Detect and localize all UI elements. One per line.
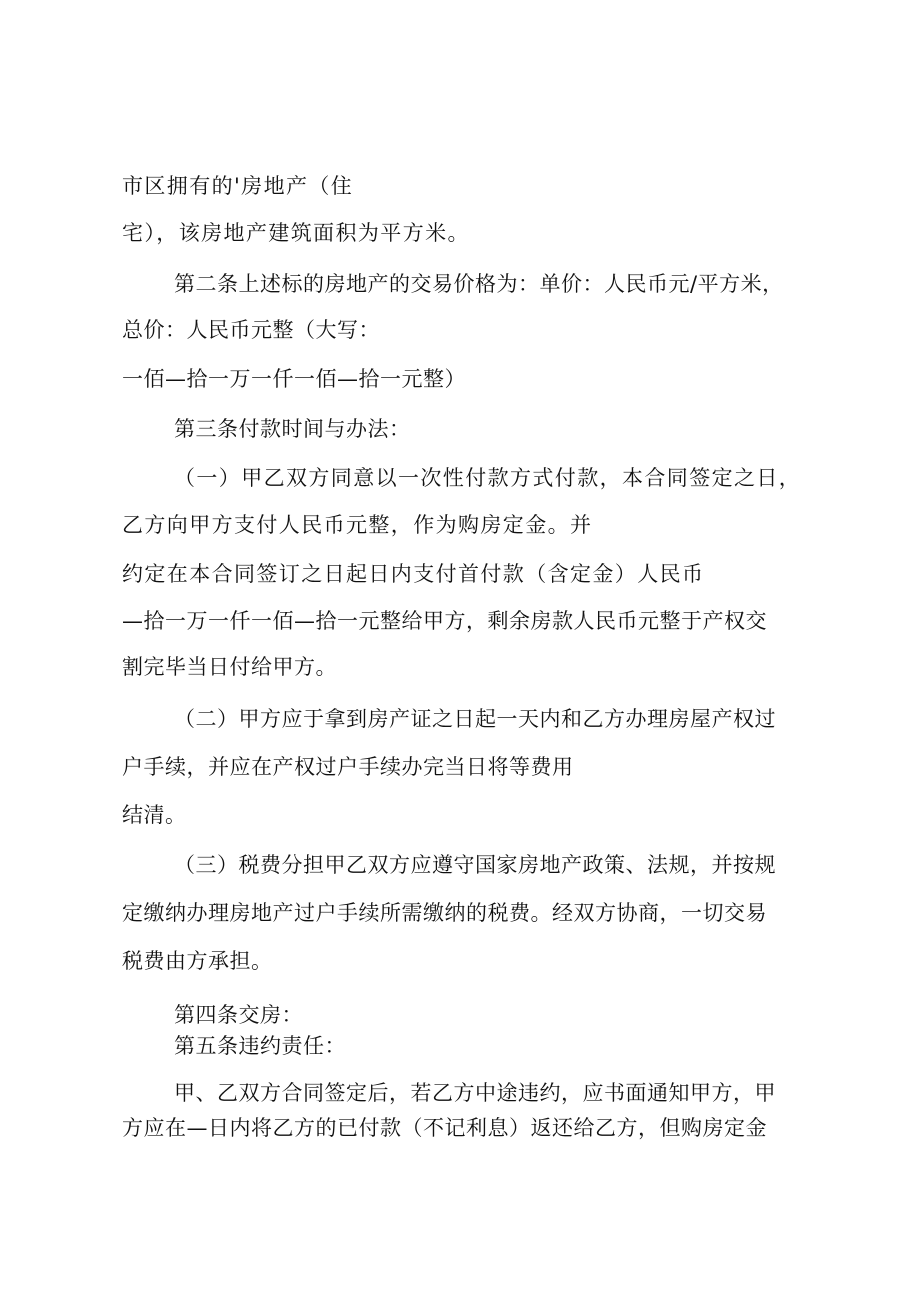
text-line: 税费由方承担。: [122, 949, 273, 973]
text-line: （二）甲方应于拿到房产证之日起一天内和乙方办理房屋产权过: [174, 707, 776, 731]
text-line: 第三条付款时间与办法：: [174, 417, 411, 441]
text-line: 结清。: [122, 803, 187, 827]
text-line: 市区拥有的'房地产（住: [122, 174, 354, 198]
text-line: 甲、乙双方合同签定后，若乙方中途违约，应书面通知甲方，甲: [174, 1081, 776, 1105]
text-line: 第二条上述标的房地产的交易价格为：单价：人民币元/平方米，: [174, 272, 784, 296]
text-line: 乙方向甲方支付人民币元整，作为购房定金。并: [122, 513, 593, 537]
text-line: 割完毕当日付给甲方。: [122, 655, 337, 679]
text-line: 约定在本合同签订之日起日内支付首付款（含定金）人民币: [122, 562, 705, 586]
text-line: 第五条违约责任：: [174, 1034, 346, 1058]
text-line: （三）税费分担甲乙双方应遵守国家房地产政策、法规，并按规: [174, 853, 776, 877]
text-line: 定缴纳办理房地产过户手续所需缴纳的税费。经双方协商，一切交易: [122, 901, 767, 925]
text-line: 总价：人民币元整（大写：: [122, 318, 380, 342]
text-line: 户手续，并应在产权过户手续办完当日将等费用: [122, 755, 574, 779]
text-line: （一）甲乙双方同意以一次性付款方式付款，本合同签定之日，: [174, 466, 802, 490]
text-line: 一佰—拾一万一仟一佰—拾一元整）: [122, 367, 466, 391]
text-line: —拾一万一仟一佰—拾一元整给甲方，剩余房款人民币元整于产权交: [122, 609, 767, 633]
text-line: 第四条交房：: [174, 1003, 303, 1027]
text-line: 宅），该房地产建筑面积为平方米。: [122, 221, 470, 245]
text-line: 方应在—日内将乙方的已付款（不记利息）返还给乙方，但购房定金: [122, 1116, 767, 1140]
